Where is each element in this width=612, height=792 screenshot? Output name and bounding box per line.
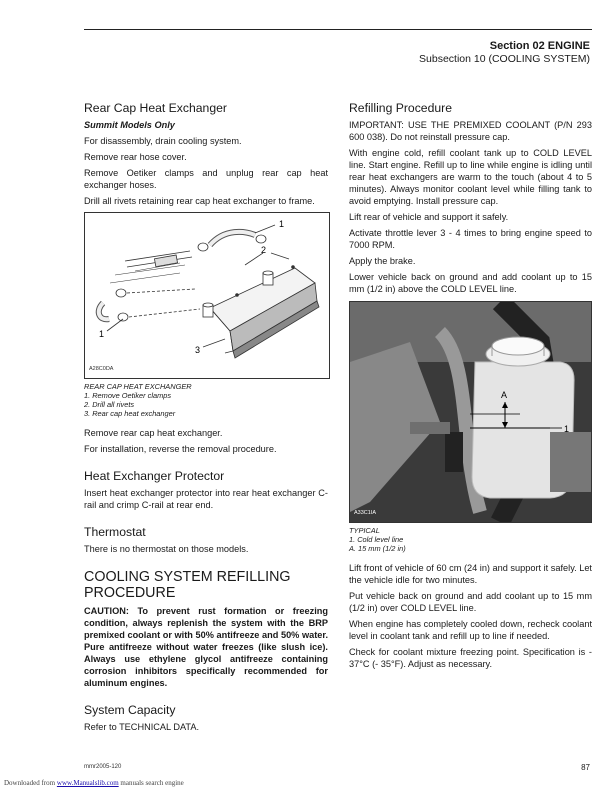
- paragraph: Remove Oetiker clamps and unplug rear cap heat exchanger hoses.: [84, 168, 328, 190]
- heading-protector: Heat Exchanger Protector: [84, 469, 225, 483]
- paragraph: For installation, reverse the removal procedure.: [84, 444, 277, 454]
- caption-title: TYPICAL: [349, 526, 380, 535]
- caption-title: REAR CAP HEAT EXCHANGER: [84, 382, 192, 391]
- paragraph: Lift front of vehicle of 60 cm (24 in) and support it safely. Let the vehicle idle for two minutes.: [349, 563, 592, 585]
- caption-item: 3. Rear cap heat exchanger: [84, 409, 176, 418]
- heading-rear-cap: Rear Cap Heat Exchanger: [84, 101, 227, 115]
- manualslib-link[interactable]: www.Manualslib.com: [56, 779, 119, 787]
- header-rule: [84, 29, 592, 30]
- paragraph: Apply the brake.: [349, 256, 416, 266]
- paragraph: Drill all rivets retaining rear cap heat exchanger to frame.: [84, 196, 315, 206]
- paragraph: With engine cold, refill coolant tank up to COLD LEVEL line. Start engine. Refill up to line while engine is idling until rear heat exchangers are warm to the touch (about 4 to 5 minutes). Always monitor coolant level while filling tank to avoid emptying. Install pressure cap.: [349, 148, 592, 206]
- paragraph: Lift rear of vehicle and support it safely.: [349, 212, 509, 222]
- cold-level-label: 1: [564, 424, 570, 434]
- heading-thermostat: Thermostat: [84, 525, 146, 539]
- callout-label: 1: [279, 219, 285, 229]
- figure-caption: [349, 526, 592, 553]
- paragraph: Lower vehicle back on ground and add coolant up to 15 mm (1/2 in) above the COLD LEVEL line.: [349, 272, 592, 294]
- paragraph: Refer to TECHNICAL DATA.: [84, 722, 200, 732]
- page-number: 87: [581, 763, 590, 772]
- figure-code: A33C1IA: [354, 510, 377, 516]
- rear-cap-illustration: [85, 213, 329, 378]
- paragraph: Remove rear hose cover.: [84, 152, 187, 162]
- document-code: mmr2005-120: [84, 764, 122, 770]
- caption-item: 2. Drill all rivets: [84, 400, 135, 409]
- paragraph: For disassembly, drain cooling system.: [84, 136, 242, 146]
- subsection-title: Subsection 10 (COOLING SYSTEM): [419, 53, 590, 65]
- callout-label: 1: [99, 329, 105, 339]
- download-suffix: manuals search engine: [118, 779, 184, 787]
- paragraph: Remove rear cap heat exchanger.: [84, 428, 223, 438]
- models-note: Summit Models Only: [84, 120, 175, 130]
- caution-label: CAUTION:: [84, 606, 129, 616]
- caption-item: 1. Remove Oetiker clamps: [84, 391, 172, 400]
- caution-paragraph: [84, 605, 328, 689]
- right-column: [349, 101, 592, 674]
- important-note: IMPORTANT: USE THE PREMIXED COOLANT (P/N 293 600 038). Do not reinstall pressure cap.: [349, 120, 592, 142]
- heading-refilling-main: COOLING SYSTEM REFILLING PROCEDURE: [84, 569, 291, 601]
- paragraph: Put vehicle back on ground and add coolant up to 15 mm (1/2 in) over COLD LEVEL line.: [349, 591, 592, 613]
- figure-caption: [84, 382, 328, 418]
- figure-coolant-tank-photo: [349, 301, 592, 523]
- left-column: [84, 101, 328, 737]
- paragraph: Check for coolant mixture freezing point. Specification is - 37°C (- 35°F). Adjust as necessary.: [349, 647, 592, 669]
- paragraph: Insert heat exchanger protector into rear heat exchanger C-rail and crimp C-rail at rear end.: [84, 488, 328, 510]
- figure-rear-cap-heat-exchanger: [84, 212, 330, 379]
- coolant-tank-photo: [350, 302, 591, 522]
- paragraph: When engine has completely cooled down, recheck coolant level in coolant tank and refill up to line if needed.: [349, 619, 592, 641]
- download-prefix: Downloaded from: [4, 779, 57, 787]
- paragraph: There is no thermostat on those models.: [84, 544, 249, 554]
- dimension-label-a: A: [501, 390, 508, 400]
- heading-refilling: Refilling Procedure: [349, 101, 452, 115]
- caution-text: To prevent rust formation or freezing condition, always replenish the system with the BRP premixed coolant or with 50% antifreeze and 50% water. Pure antifreeze without water freezes (like slush ice). Always use ethylene glycol antifreeze containing corrosion inhibitors specifically recommended for aluminum engines.: [84, 606, 328, 688]
- figure-code: A28C0DA: [89, 366, 114, 372]
- heading-capacity: System Capacity: [84, 703, 176, 717]
- callout-label: 2: [261, 245, 267, 255]
- section-title: Section 02 ENGINE: [489, 40, 590, 52]
- caption-item: 1. Cold level line: [349, 535, 404, 544]
- paragraph: Activate throttle lever 3 - 4 times to bring engine speed to 7000 RPM.: [349, 228, 592, 250]
- download-notice: [4, 779, 184, 787]
- caption-item: A. 15 mm (1/2 in): [349, 544, 406, 553]
- callout-label: 3: [195, 345, 201, 355]
